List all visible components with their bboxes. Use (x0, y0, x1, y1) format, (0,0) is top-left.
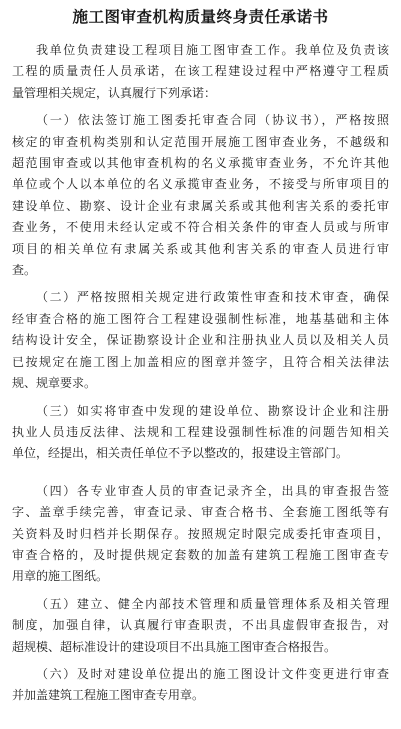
text-line: 执业人员违反法律、法规和工程建设强制性标准的问题告知相关 (12, 424, 389, 439)
text-line: 制度，加强自律，认真履行审查职责，不出具虚假审查报告，对 (12, 618, 389, 633)
text-line: （四）各专业审查人员的审查记录齐全，出具的审查报告签 (36, 483, 389, 498)
text-line: 字、盖章手续完善，审查记录、审查合格书、全套施工图纸等有 (12, 505, 389, 520)
text-line: 建设单位、勘察、设计企业有隶属关系或其他利害关系的委托审 (12, 198, 389, 213)
paragraph-item-4 (12, 481, 389, 588)
text-line: 已按规定在施工图上加盖相应的图章并签字，且符合相关法律法 (12, 354, 389, 369)
text-line: （三）如实将审查中发现的建设单位、勘察设计企业和注册 (36, 403, 389, 418)
text-line: 项目的相关单位有隶属关系或其他利害关系的审查人员进行审 (12, 241, 389, 256)
text-line: 量管理相关规定，认真履行下列承诺： (12, 85, 217, 100)
text-line: （五）建立、健全内部技术管理和质量管理体系及相关管理 (36, 596, 389, 611)
section-gap (12, 471, 389, 481)
paragraph-item-5 (12, 594, 389, 658)
text-line: （二）严格按照相关规定进行政策性审查和技术审查，确保 (36, 290, 389, 305)
text-line: 我单位负责建设工程项目施工图审查工作。我单位及负责该 (36, 43, 389, 57)
paragraph-intro (12, 40, 389, 104)
text-line: 工程的质量责任人员承诺，在该工程建设过程中严格遵守工程质 (12, 64, 389, 79)
text-line: 结构设计安全，保证勘察设计企业和注册执业人员以及相关人员 (12, 333, 389, 348)
document-title: 施工图审查机构质量终身责任承诺书 (72, 8, 329, 26)
text-line: 用章的施工图纸。 (12, 569, 109, 584)
text-line: 核定的审查机构类别和认定范围开展施工图审查业务，不越级和 (12, 134, 389, 149)
paragraph-item-2 (12, 287, 389, 394)
text-line: 单位，经提出，相关责任单位不予以整改的，报建设主管部门。 (12, 446, 349, 461)
text-line: 审查合格的，及时提供规定套数的加盖有建筑工程施工图审查专 (12, 547, 389, 562)
paragraph-item-3 (12, 401, 389, 465)
paragraph-item-6 (12, 664, 389, 707)
text-line: （六）及时对建设单位提出的施工图设计文件变更进行审查 (36, 666, 389, 681)
paragraph-item-1 (12, 110, 389, 281)
text-line: 经审查合格的施工图符合工程建设强制性标准，地基基础和主体 (12, 311, 389, 326)
text-line: 超范围审查或以其他审查机构的名义承揽审查业务，不允许其他 (12, 156, 389, 171)
text-line: （一）依法签订施工图委托审查合同（协议书），严格按照 (36, 113, 389, 128)
text-line: 查业务，不使用未经认定或不符合相关条件的审查人员或与所审 (12, 220, 389, 235)
text-line: 规、规章要求。 (12, 376, 97, 391)
text-line: 查。 (12, 263, 37, 278)
text-line: 关资料及时归档并长期保存。按照规定时限完成委托审查项目， (12, 526, 389, 541)
text-line: 超规模、超标准设计的建设项目不出具施工图审查合格报告。 (12, 639, 337, 654)
text-line: 并加盖建筑工程施工图审查专用章。 (12, 688, 205, 703)
text-line: 单位或个人以本单位的名义承揽审查业务，不接受与所审项目的 (12, 177, 389, 192)
